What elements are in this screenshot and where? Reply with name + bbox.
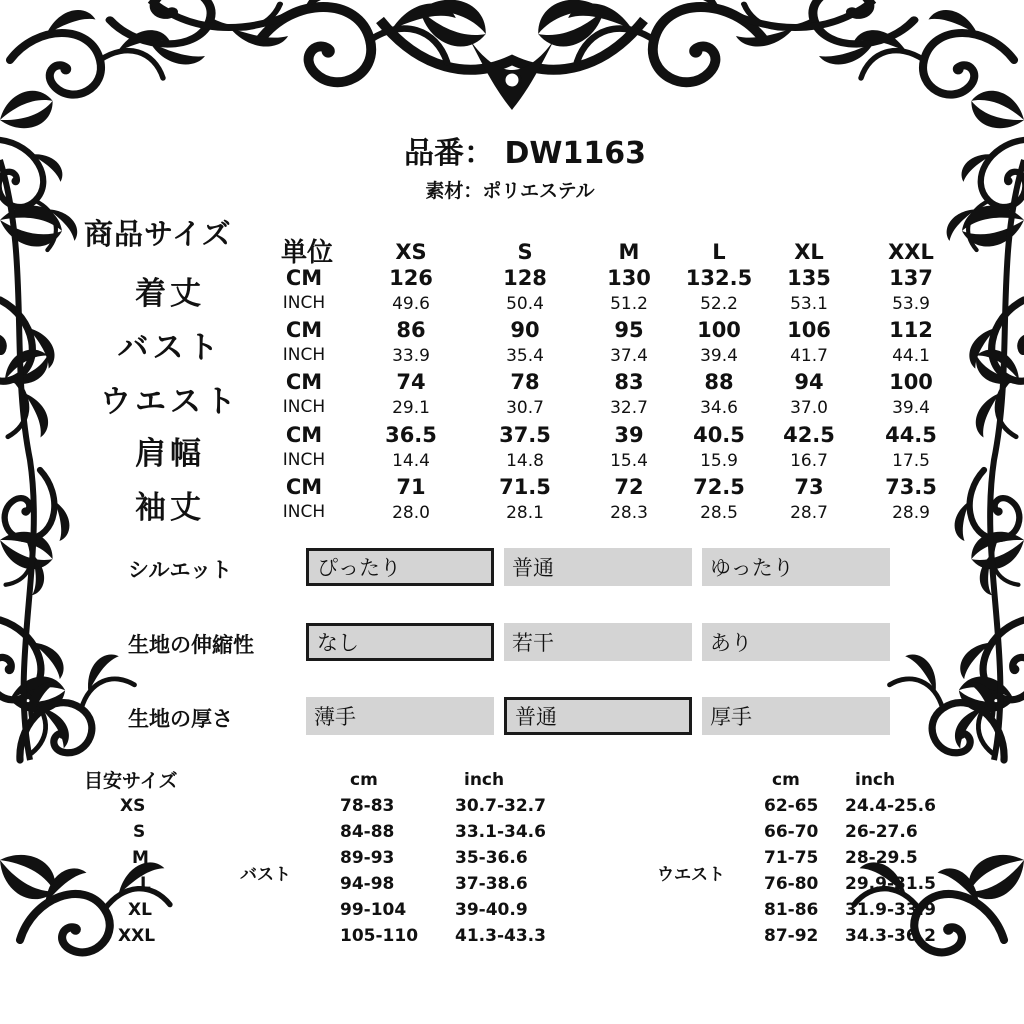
waist-cm-value: 66-70 [764,822,819,842]
inch-value: 28.5 [700,503,738,523]
inch-value: 33.9 [392,346,430,366]
waist-cm-value: 81-86 [764,900,819,920]
cm-value: 135 [787,266,831,290]
cm-value: 36.5 [385,423,437,447]
inch-value: 17.5 [892,451,930,471]
inch-value: 34.6 [700,398,738,418]
option-box: 普通 [504,548,692,586]
waist-inch-value: 34.3-36.2 [845,926,936,946]
inch-value: 37.0 [790,398,828,418]
cm-value: 73.5 [885,475,937,499]
option-box: 薄手 [306,697,494,735]
waist-label: ウエスト [657,865,725,885]
cm-value: 37.5 [499,423,551,447]
inch-value: 53.1 [790,294,828,314]
bust-inch-value: 33.1-34.6 [455,822,546,842]
bust-label: バスト [240,865,291,885]
inch-value: 16.7 [790,451,828,471]
unit-cm: CM [285,266,323,290]
waist-cm-value: 71-75 [764,848,819,868]
cm-value: 71 [396,475,426,499]
option-box: 厚手 [702,697,890,735]
bust-inch-value: 41.3-43.3 [455,926,546,946]
cm-value: 130 [607,266,651,290]
size-header-xs: XS [395,240,427,264]
cm-value: 137 [889,266,933,290]
unit-inch: INCH [282,502,326,522]
inch-value: 15.4 [610,451,648,471]
inch-value: 44.1 [892,346,930,366]
unit-header: 単位 [280,238,333,268]
reference-size-m: M [132,848,149,868]
unit-inch: INCH [282,397,326,417]
inch-value: 28.7 [790,503,828,523]
bust-cm-value: 105-110 [340,926,419,946]
unit-cm: CM [285,370,323,394]
cm-value: 95 [614,318,644,342]
inch-value: 39.4 [700,346,738,366]
unit-inch: INCH [282,450,326,470]
cm-value: 71.5 [499,475,551,499]
bust-cm-value: 89-93 [340,848,395,868]
cm-value: 78 [510,370,540,394]
waist-inch-value: 29.9-31.5 [845,874,936,894]
inch-value: 29.1 [392,398,430,418]
waist-cm-value: 76-80 [764,874,819,894]
reference-size-xxl: XXL [118,926,156,946]
size-table-heading: 商品サイズ [84,217,232,251]
unit-cm: CM [285,423,323,447]
inch-value: 32.7 [610,398,648,418]
option-box: 若干 [504,623,692,661]
bust-cm-value: 78-83 [340,796,395,816]
cm-value: 72.5 [693,475,745,499]
size-header-xxl: XXL [888,240,934,264]
measure-label-0: 着丈 [135,276,205,312]
cm-value: 106 [787,318,831,342]
inch-value: 37.4 [610,346,648,366]
cm-value: 94 [794,370,824,394]
option-box: ぴったり [306,548,494,586]
product-number: 品番： DW1163 [404,136,646,171]
cm-value: 100 [697,318,741,342]
bust-cm-value: 84-88 [340,822,395,842]
attribute-label-1: 生地の伸縮性 [128,633,254,657]
cm-value: 74 [396,370,426,394]
material-label: 素材：ポリエステル [425,180,595,202]
cm-value: 128 [503,266,547,290]
cm-value: 72 [614,475,644,499]
inch-value: 51.2 [610,294,648,314]
inch-value: 53.9 [892,294,930,314]
cm-value: 88 [704,370,734,394]
unit-inch: INCH [282,293,326,313]
inch-value: 35.4 [506,346,544,366]
cm-value: 100 [889,370,933,394]
attribute-label-2: 生地の厚さ [128,707,233,731]
inch-value: 28.1 [506,503,544,523]
bust-inch-value: 30.7-32.7 [455,796,546,816]
reference-heading: 目安サイズ [84,770,178,792]
measure-label-3: 肩幅 [135,436,205,472]
waist-cm-value: 87-92 [764,926,819,946]
measure-label-2: ウエスト [100,384,240,420]
measure-label-4: 袖丈 [135,490,205,526]
option-box: ゆったり [702,548,890,586]
cm-value: 39 [614,423,644,447]
bust-inch-value: 37-38.6 [455,874,528,894]
inch-value: 30.7 [506,398,544,418]
waist-inch-value: 31.9-33.9 [845,900,936,920]
inch-value: 28.3 [610,503,648,523]
cm-value: 86 [396,318,426,342]
inch-value: 39.4 [892,398,930,418]
waist-inch-value: 24.4-25.6 [845,796,936,816]
inch-value: 14.4 [392,451,430,471]
inch-value: 15.9 [700,451,738,471]
waist-cm-header: cm [772,770,800,790]
cm-value: 44.5 [885,423,937,447]
inch-value: 50.4 [506,294,544,314]
unit-inch: INCH [282,345,326,365]
cm-value: 83 [614,370,644,394]
waist-inch-header: inch [855,770,896,790]
inch-value: 28.9 [892,503,930,523]
unit-cm: CM [285,318,323,342]
waist-inch-value: 26-27.6 [845,822,918,842]
cm-value: 40.5 [693,423,745,447]
option-box: なし [306,623,494,661]
size-header-xl: XL [794,240,824,264]
cm-value: 42.5 [783,423,835,447]
cm-value: 126 [389,266,433,290]
inch-value: 41.7 [790,346,828,366]
bust-cm-value: 94-98 [340,874,395,894]
inch-value: 28.0 [392,503,430,523]
cm-value: 132.5 [685,266,753,290]
reference-size-xs: XS [120,796,146,816]
cm-value: 90 [510,318,540,342]
waist-inch-value: 28-29.5 [845,848,918,868]
size-header-m: M [618,240,640,264]
unit-cm: CM [285,475,323,499]
option-box: 普通 [504,697,692,735]
option-box: あり [702,623,890,661]
bust-cm-value: 99-104 [340,900,407,920]
size-header-l: L [712,240,726,264]
bust-inch-header: inch [464,770,505,790]
measure-label-1: バスト [117,330,223,366]
inch-value: 14.8 [506,451,544,471]
reference-size-s: S [133,822,146,842]
waist-cm-value: 62-65 [764,796,819,816]
cm-value: 112 [889,318,933,342]
bust-cm-header: cm [350,770,378,790]
bust-inch-value: 39-40.9 [455,900,528,920]
bust-inch-value: 35-36.6 [455,848,528,868]
inch-value: 49.6 [392,294,430,314]
cm-value: 73 [794,475,824,499]
size-header-s: S [517,240,533,264]
reference-size-l: L [140,874,151,894]
reference-size-xl: XL [128,900,152,920]
top-crest-ornament [110,0,914,110]
inch-value: 52.2 [700,294,738,314]
attribute-label-0: シルエット [128,558,233,582]
